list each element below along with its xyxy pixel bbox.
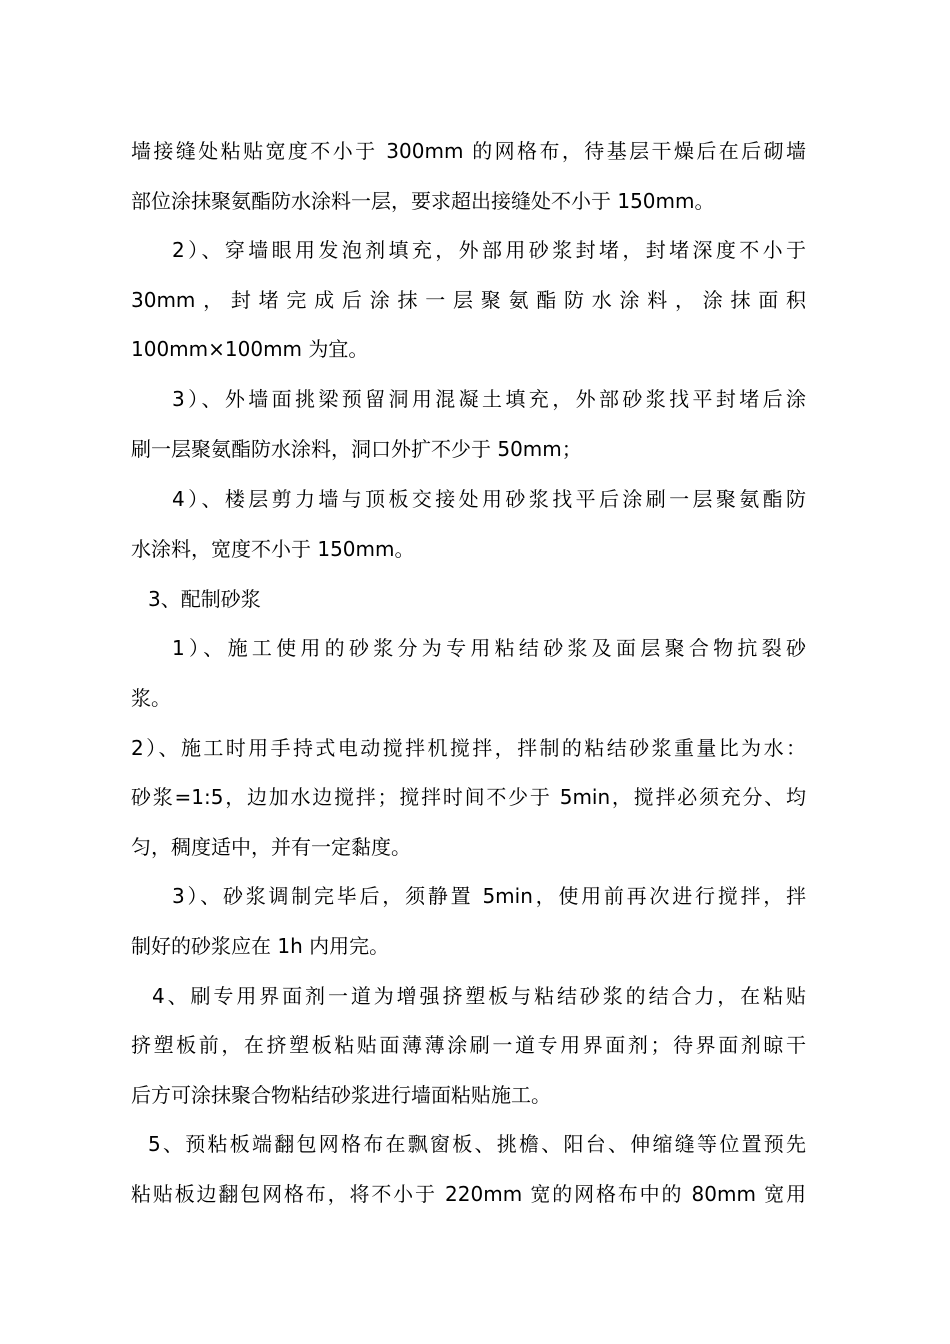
text-line-2: 部位涂抹聚氨酯防水涂料一层，要求超出接缝处不小于 150mm。 xyxy=(131,189,715,213)
text-line-4: 30mm，封堵完成后涂抹一层聚氨酯防水涂料，涂抹面积 xyxy=(131,288,806,312)
text-line-15: 匀，稠度适中，并有一定黏度。 xyxy=(131,835,411,859)
text-line-3: 2）、穿墙眼用发泡剂填充，外部用砂浆封堵，封堵深度不小于 xyxy=(172,238,806,262)
text-line-20: 后方可涂抹聚合物粘结砂浆进行墙面粘贴施工。 xyxy=(131,1083,551,1107)
text-line-16: 3）、砂浆调制完毕后，须静置 5min，使用前再次进行搅拌，拌 xyxy=(172,884,806,908)
text-line-7: 刷一层聚氨酯防水涂料，洞口外扩不少于 50mm； xyxy=(131,437,582,461)
text-line-13: 2）、施工时用手持式电动搅拌机搅拌，拌制的粘结砂浆重量比为水： xyxy=(131,736,806,760)
text-line-22: 粘贴板边翻包网格布，将不小于 220mm 宽的网格布中的 80mm 宽用 xyxy=(131,1182,806,1206)
section-heading-4: 4、刷专用界面剂一道为增强挤塑板与粘结砂浆的结合力，在粘贴 xyxy=(152,984,806,1008)
text-line-14: 砂浆=1:5，边加水边搅拌；搅拌时间不少于 5min，搅拌必须充分、均 xyxy=(131,785,806,809)
section-heading-3: 3、配制砂浆 xyxy=(148,587,261,611)
text-line-5: 100mm×100mm 为宜。 xyxy=(131,337,369,361)
text-line-1: 墙接缝处粘贴宽度不小于 300mm 的网格布，待基层干燥后在后砌墙 xyxy=(131,139,806,163)
text-line-11: 1）、施工使用的砂浆分为专用粘结砂浆及面层聚合物抗裂砂 xyxy=(172,636,806,660)
section-heading-5: 5、预粘板端翻包网格布在飘窗板、挑檐、阳台、伸缩缝等位置预先 xyxy=(148,1132,806,1156)
text-line-8: 4）、楼层剪力墙与顶板交接处用砂浆找平后涂刷一层聚氨酯防 xyxy=(172,487,806,511)
text-line-12: 浆。 xyxy=(131,686,171,710)
text-line-9: 水涂料，宽度不小于 150mm。 xyxy=(131,537,415,561)
text-line-17: 制好的砂浆应在 1h 内用完。 xyxy=(131,934,390,958)
text-line-6: 3）、外墙面挑梁预留洞用混凝土填充，外部砂浆找平封堵后涂 xyxy=(172,387,806,411)
text-line-19: 挤塑板前，在挤塑板粘贴面薄薄涂刷一道专用界面剂；待界面剂晾干 xyxy=(131,1033,806,1057)
